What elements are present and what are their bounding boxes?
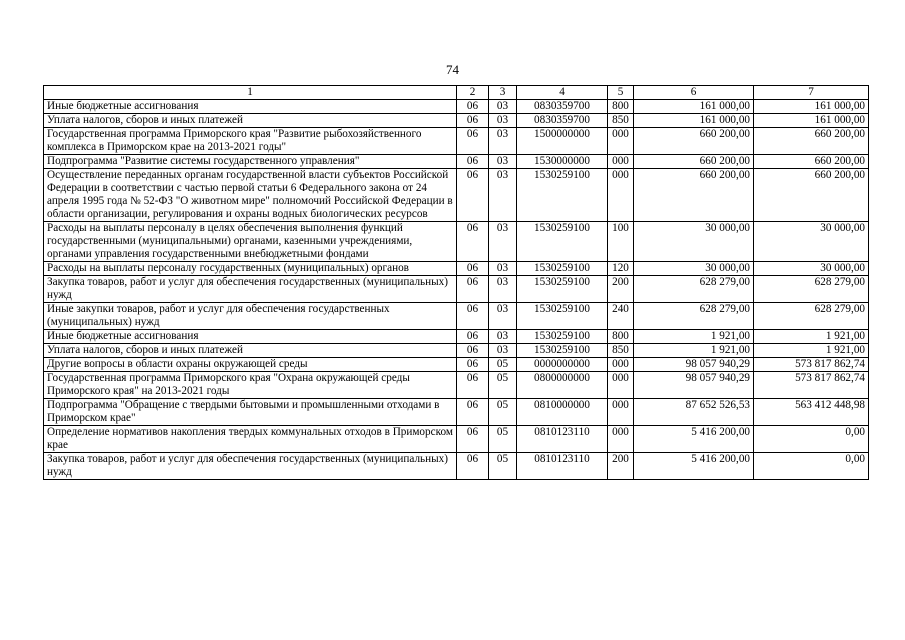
cell-csr: 1500000000 (517, 128, 608, 155)
cell-vr: 000 (608, 155, 634, 169)
cell-y1: 98 057 940,29 (634, 372, 754, 399)
cell-y1: 660 200,00 (634, 169, 754, 222)
cell-pr: 03 (489, 155, 517, 169)
cell-pr: 03 (489, 330, 517, 344)
cell-name: Подпрограмма "Развитие системы государственного управления" (44, 155, 457, 169)
cell-rz: 06 (457, 128, 489, 155)
cell-y1: 660 200,00 (634, 155, 754, 169)
cell-y1: 30 000,00 (634, 262, 754, 276)
table-row (44, 262, 869, 276)
cell-y2: 573 817 862,74 (754, 358, 869, 372)
cell-vr: 000 (608, 399, 634, 426)
cell-name: Закупка товаров, работ и услуг для обеспечения государственных (муниципальных) нужд (44, 276, 457, 303)
header-col-3: 3 (489, 86, 517, 100)
cell-rz: 06 (457, 358, 489, 372)
header-row (44, 86, 869, 100)
cell-rz: 06 (457, 344, 489, 358)
cell-y2: 628 279,00 (754, 303, 869, 330)
table-row (44, 222, 869, 262)
cell-y1: 1 921,00 (634, 344, 754, 358)
table-row (44, 303, 869, 330)
cell-name: Государственная программа Приморского края "Развитие рыбохозяйственного комплекса в Приморском крае на 2013-2021 годы" (44, 128, 457, 155)
cell-name: Другие вопросы в области охраны окружающей среды (44, 358, 457, 372)
budget-table (43, 85, 869, 480)
cell-name: Закупка товаров, работ и услуг для обеспечения государственных (муниципальных) нужд (44, 453, 457, 480)
cell-rz: 06 (457, 303, 489, 330)
cell-y1: 161 000,00 (634, 114, 754, 128)
cell-y2: 1 921,00 (754, 344, 869, 358)
cell-csr: 1530259100 (517, 276, 608, 303)
cell-y1: 98 057 940,29 (634, 358, 754, 372)
cell-y1: 5 416 200,00 (634, 426, 754, 453)
cell-pr: 03 (489, 276, 517, 303)
cell-vr: 850 (608, 344, 634, 358)
cell-csr: 1530259100 (517, 169, 608, 222)
header-col-7: 7 (754, 86, 869, 100)
cell-csr: 0000000000 (517, 358, 608, 372)
cell-y2: 0,00 (754, 426, 869, 453)
table-row (44, 453, 869, 480)
cell-y1: 628 279,00 (634, 303, 754, 330)
cell-pr: 03 (489, 169, 517, 222)
cell-vr: 200 (608, 453, 634, 480)
cell-y2: 660 200,00 (754, 169, 869, 222)
cell-pr: 05 (489, 453, 517, 480)
table-row (44, 372, 869, 399)
cell-pr: 03 (489, 222, 517, 262)
cell-csr: 0830359700 (517, 114, 608, 128)
cell-csr: 1530259100 (517, 330, 608, 344)
cell-rz: 06 (457, 114, 489, 128)
cell-vr: 000 (608, 169, 634, 222)
cell-rz: 06 (457, 262, 489, 276)
cell-y2: 161 000,00 (754, 100, 869, 114)
page-number: 74 (446, 62, 459, 77)
cell-vr: 120 (608, 262, 634, 276)
cell-y2: 628 279,00 (754, 276, 869, 303)
cell-y1: 87 652 526,53 (634, 399, 754, 426)
table-row (44, 344, 869, 358)
cell-rz: 06 (457, 399, 489, 426)
cell-y1: 161 000,00 (634, 100, 754, 114)
cell-name: Иные закупки товаров, работ и услуг для обеспечения государственных (муниципальных) нужд (44, 303, 457, 330)
cell-name: Расходы на выплаты персоналу государственных (муниципальных) органов (44, 262, 457, 276)
cell-vr: 850 (608, 114, 634, 128)
table-row (44, 276, 869, 303)
cell-name: Государственная программа Приморского края "Охрана окружающей среды Приморского края" на 2013-2021 годы (44, 372, 457, 399)
cell-rz: 06 (457, 222, 489, 262)
table-row (44, 100, 869, 114)
cell-name: Осуществление переданных органам государственной власти субъектов Российской Федерации в соответствии с частью первой статьи 6 Федерального закона от 24 апреля 1995 года № 52-ФЗ "О животном мире" полномочий Российской Федерации в области организации, регулирования и охраны водных биологических ресурсов (44, 169, 457, 222)
cell-rz: 06 (457, 169, 489, 222)
cell-y2: 161 000,00 (754, 114, 869, 128)
cell-vr: 000 (608, 128, 634, 155)
cell-vr: 100 (608, 222, 634, 262)
cell-rz: 06 (457, 453, 489, 480)
cell-y2: 573 817 862,74 (754, 372, 869, 399)
cell-name: Иные бюджетные ассигнования (44, 330, 457, 344)
cell-y2: 30 000,00 (754, 222, 869, 262)
cell-y1: 660 200,00 (634, 128, 754, 155)
cell-pr: 03 (489, 128, 517, 155)
cell-name: Уплата налогов, сборов и иных платежей (44, 114, 457, 128)
header-col-6: 6 (634, 86, 754, 100)
cell-csr: 0810000000 (517, 399, 608, 426)
cell-y2: 660 200,00 (754, 155, 869, 169)
cell-y1: 1 921,00 (634, 330, 754, 344)
cell-name: Подпрограмма "Обращение с твердыми бытовыми и промышленными отходами в Приморском крае" (44, 399, 457, 426)
cell-rz: 06 (457, 276, 489, 303)
table-row (44, 155, 869, 169)
cell-vr: 800 (608, 330, 634, 344)
cell-name: Определение нормативов накопления твердых коммунальных отходов в Приморском крае (44, 426, 457, 453)
cell-rz: 06 (457, 100, 489, 114)
cell-csr: 0810123110 (517, 426, 608, 453)
cell-pr: 03 (489, 100, 517, 114)
cell-csr: 0800000000 (517, 372, 608, 399)
table-row (44, 358, 869, 372)
cell-pr: 05 (489, 358, 517, 372)
table-row (44, 128, 869, 155)
cell-vr: 200 (608, 276, 634, 303)
cell-csr: 1530259100 (517, 344, 608, 358)
table-row (44, 169, 869, 222)
cell-rz: 06 (457, 372, 489, 399)
cell-pr: 03 (489, 344, 517, 358)
cell-vr: 800 (608, 100, 634, 114)
cell-csr: 0830359700 (517, 100, 608, 114)
cell-pr: 03 (489, 114, 517, 128)
cell-pr: 05 (489, 426, 517, 453)
cell-name: Иные бюджетные ассигнования (44, 100, 457, 114)
cell-vr: 000 (608, 426, 634, 453)
cell-rz: 06 (457, 155, 489, 169)
cell-y2: 1 921,00 (754, 330, 869, 344)
cell-y1: 628 279,00 (634, 276, 754, 303)
table-row (44, 426, 869, 453)
cell-pr: 03 (489, 303, 517, 330)
cell-y2: 660 200,00 (754, 128, 869, 155)
cell-rz: 06 (457, 330, 489, 344)
cell-rz: 06 (457, 426, 489, 453)
table-row (44, 114, 869, 128)
cell-y2: 0,00 (754, 453, 869, 480)
cell-vr: 000 (608, 372, 634, 399)
header-col-4: 4 (517, 86, 608, 100)
cell-csr: 1530259100 (517, 262, 608, 276)
cell-vr: 240 (608, 303, 634, 330)
table-row (44, 330, 869, 344)
header-col-1: 1 (44, 86, 457, 100)
table-row (44, 399, 869, 426)
cell-y1: 30 000,00 (634, 222, 754, 262)
cell-y2: 30 000,00 (754, 262, 869, 276)
header-col-2: 2 (457, 86, 489, 100)
cell-y2: 563 412 448,98 (754, 399, 869, 426)
cell-name: Расходы на выплаты персоналу в целях обеспечения выполнения функций государственными (муниципальными) органами, казенными учреждениями, органами управления государственными внебюджетными фондами (44, 222, 457, 262)
cell-pr: 05 (489, 399, 517, 426)
cell-pr: 05 (489, 372, 517, 399)
cell-csr: 0810123110 (517, 453, 608, 480)
cell-pr: 03 (489, 262, 517, 276)
cell-vr: 000 (608, 358, 634, 372)
cell-name: Уплата налогов, сборов и иных платежей (44, 344, 457, 358)
cell-csr: 1530000000 (517, 155, 608, 169)
cell-y1: 5 416 200,00 (634, 453, 754, 480)
header-col-5: 5 (608, 86, 634, 100)
cell-csr: 1530259100 (517, 303, 608, 330)
cell-csr: 1530259100 (517, 222, 608, 262)
